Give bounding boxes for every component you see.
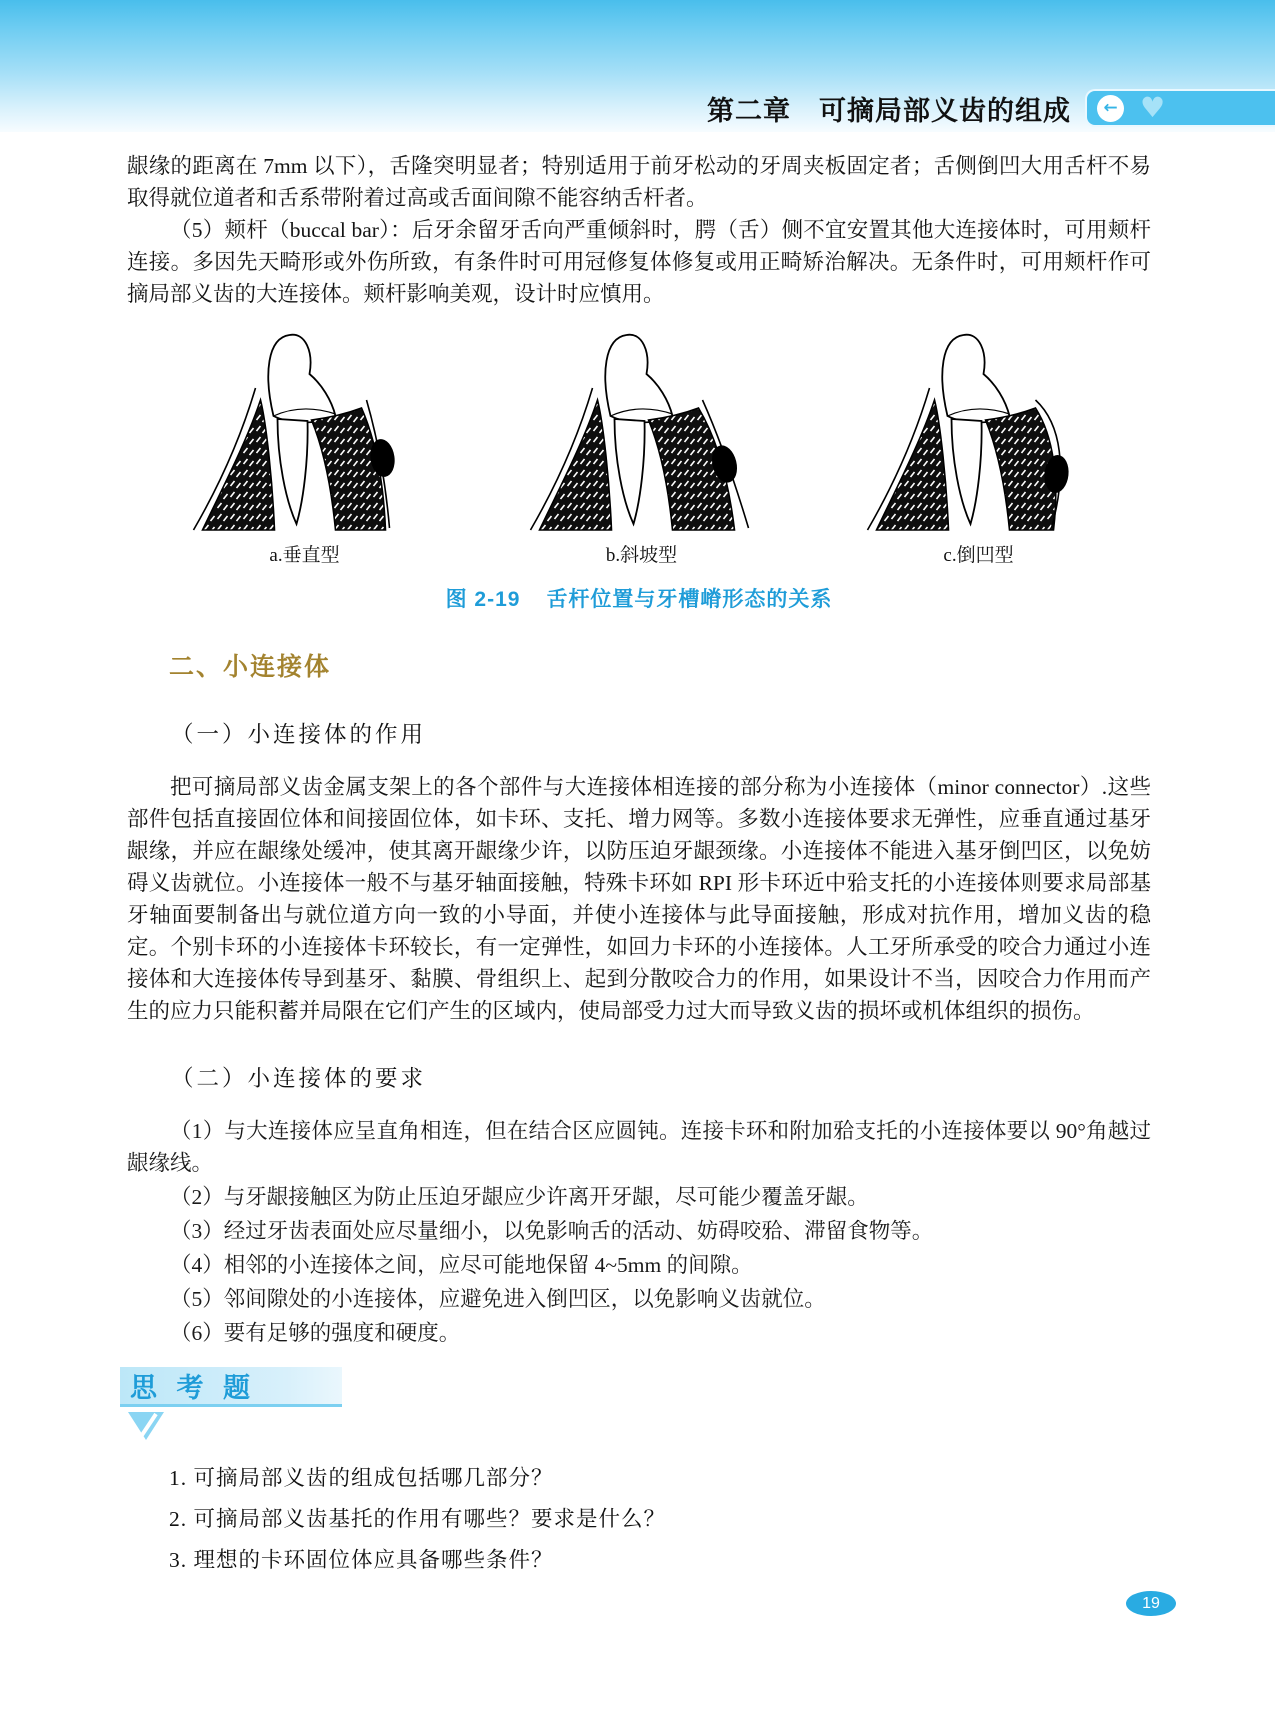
- figure-caption-text: 舌杆位置与牙槽嵴形态的关系: [546, 588, 833, 611]
- flag-triangle-icon: [126, 1412, 168, 1452]
- back-arrow-icon[interactable]: ←: [1097, 95, 1124, 122]
- paragraph-minor-connector-function: 把可摘局部义齿金属支架上的各个部件与大连接体相连接的部分称为小连接体（minor connector）.这些部件包括直接固位体和间接固位体，如卡环、支托、增力网等。多数小连接体要求无弹性，应垂直通过基牙龈缘，并应在龈缘处缓冲，使其离开龈缘少许，以防压迫牙龈颈缘。小连接体不能进入基牙倒凹区，以免妨碍义齿就位。小连接体一般不与基牙轴面接触，特殊卡环如 RPI 形卡环近中𬌗支托的小连接体则要求局部基牙轴面要制备出与就位道方向一致的小导面，并使小连接体与此导面接触，形成对抗作用，增加义齿的稳定。个别卡环的小连接体卡环较长，有一定弹性，如回力卡环的小连接体。人工牙所承受的咬合力通过小连接体和大连接体传导到基牙、黏膜、骨组织上、起到分散咬合力的作用，如果设计不当，因咬合力作用而产生的应力只能积蓄并局限在它们产生的区域内，使局部受力过大而导致义齿的损坏或机体组织的损伤。: [127, 775, 1151, 1023]
- requirement-item: （5）邻间隙处的小连接体，应避免进入倒凹区，以免影响义齿就位。: [170, 1287, 826, 1311]
- subsection-title-requirements: （二）小连接体的要求: [171, 1066, 427, 1091]
- requirement-item: （6）要有足够的强度和硬度。: [170, 1321, 461, 1345]
- chapter-header: [707, 88, 1275, 128]
- paragraph-buccal-bar: （5）颊杆（buccal bar）：后牙余留牙舌向严重倾斜时，腭（舌）侧不宜安置其他大连接体时，可用颊杆连接。多因先天畸形或外伤所致，有条件时可用冠修复体修复或用正畸矫治解决。无条件时，可用颊杆作可摘局部义齿的大连接体。颊杆影响美观，设计时应慎用。: [127, 218, 1151, 306]
- review-questions-title: 思 考 题: [130, 1373, 257, 1403]
- requirement-item: （3）经过牙齿表面处应尽量细小，以免影响舌的活动、妨碍咬𬌗、滞留食物等。: [170, 1219, 934, 1243]
- header-accent-pill: [1085, 89, 1275, 127]
- tooth-ridge-diagram-vertical: [187, 324, 422, 536]
- figure-caption: [127, 583, 1151, 613]
- review-questions-band: [120, 1367, 342, 1407]
- figure-panel-slope: [524, 324, 759, 567]
- requirement-item: （1）与大连接体应呈直角相连，但在结合区应圆钝。连接卡环和附加𬌗支托的小连接体要以 90°角越过龈缘线。: [127, 1119, 1151, 1175]
- figure-2-19: [127, 324, 1151, 567]
- requirement-item: （4）相邻的小连接体之间，应尽可能地保留 4~5mm 的间隙。: [170, 1253, 753, 1277]
- question-item: 1. 可摘局部义齿的组成包括哪几部分？: [169, 1466, 554, 1490]
- section-title-minor-connector: 二、小连接体: [169, 653, 332, 681]
- header-gradient-band: [0, 0, 1275, 132]
- page-content: [127, 150, 1151, 1576]
- review-questions-box: [120, 1367, 1151, 1453]
- figure-label: c.倒凹型: [943, 545, 1014, 566]
- questions-list: [169, 1463, 1151, 1576]
- figure-panel-undercut: [861, 324, 1096, 567]
- heart-icon[interactable]: ♥: [1140, 91, 1166, 124]
- paragraph-lingual-bar-continued: 龈缘的距离在 7mm 以下），舌隆突明显者；特别适用于前牙松动的牙周夹板固定者；舌侧倒凹大用舌杆不易取得就位道者和舌系带附着过高或舌面间隙不能容纳舌杆者。: [127, 154, 1151, 210]
- question-item: 2. 可摘局部义齿基托的作用有哪些？要求是什么？: [169, 1507, 667, 1531]
- figure-label: b.斜坡型: [605, 545, 678, 566]
- subsection-title-function: （一）小连接体的作用: [171, 722, 427, 747]
- requirement-item: （2）与牙龈接触区为防止压迫牙龈应少许离开牙龈，尽可能少覆盖牙龈。: [170, 1185, 869, 1209]
- chapter-title: 第二章 可摘局部义齿的组成: [707, 95, 1071, 126]
- page-number-badge: 19: [1126, 1591, 1176, 1616]
- figure-label: a.垂直型: [269, 545, 340, 566]
- figure-caption-number: 图 2-19: [445, 588, 521, 611]
- figure-panel-vertical: [187, 324, 422, 567]
- requirements-list: [127, 1115, 1151, 1349]
- tooth-ridge-diagram-undercut: [861, 324, 1096, 536]
- tooth-ridge-diagram-slope: [524, 324, 759, 536]
- question-item: 3. 理想的卡环固位体应具备哪些条件？: [169, 1548, 554, 1572]
